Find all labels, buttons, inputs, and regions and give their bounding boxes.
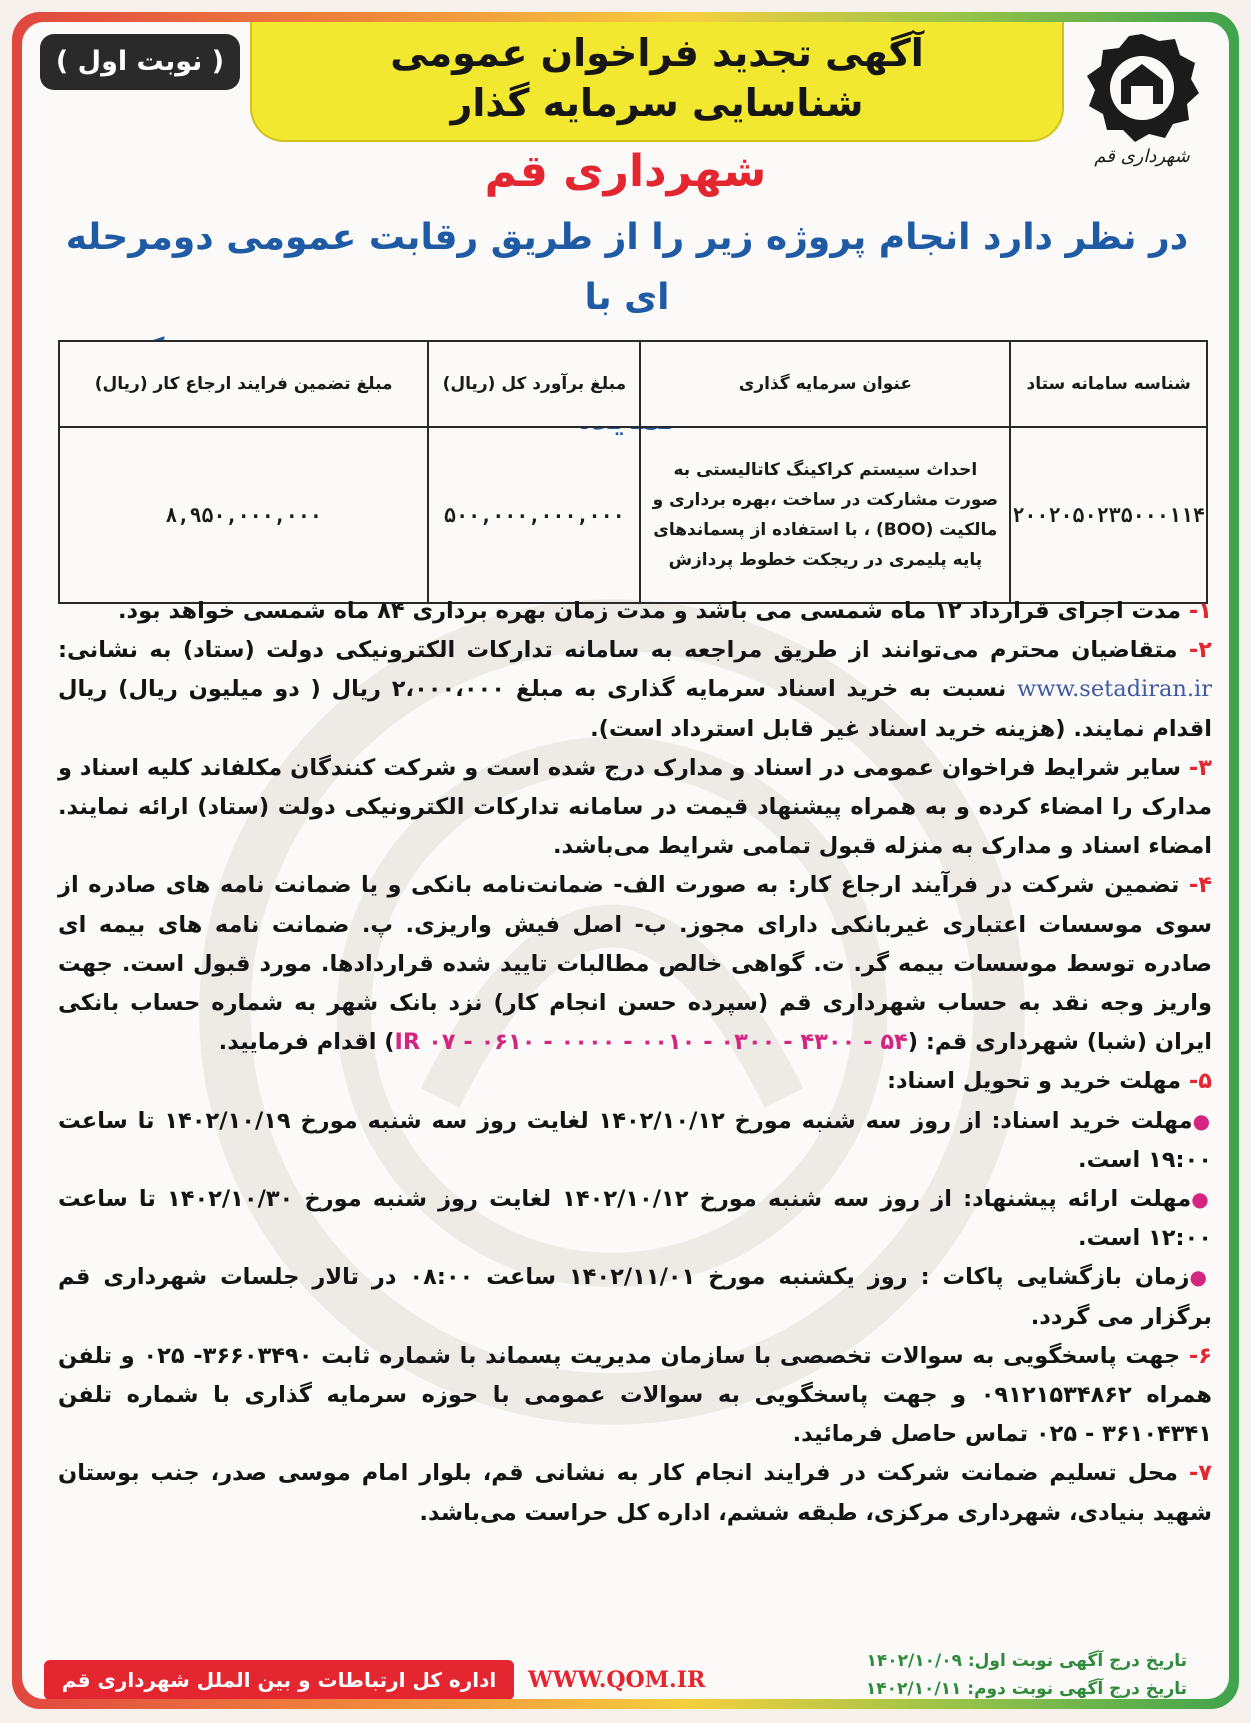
intro-line-1: در نظر دارد انجام پروژه زیر را از طریق رقابت عمومی دومرحله ای با (65, 217, 1189, 318)
item-text: متقاضیان محترم می‌توانند از طریق مراجعه به سامانه تدارکات الکترونیکی دولت (ستاد) به نشانی: (58, 637, 1178, 664)
item-number: ۱- (1188, 598, 1212, 624)
condition-item-1 (58, 592, 1212, 631)
item-text: مهلت خرید و تحویل اسناد: (886, 1068, 1182, 1095)
title-line: مالکیت (BOO) ، با استفاده از پسماندهای (653, 520, 998, 540)
notice-title: آگهی تجدید فراخوان عمومی (390, 31, 924, 75)
logo-caption: شهرداری قم (1094, 146, 1190, 167)
item-number: ۴- (1188, 872, 1212, 899)
item-text-2: ) اقدام فرمایید. (218, 1029, 395, 1056)
item-text: مدت اجرای قرارداد ۱۲ ماه شمسی می باشد و مدت زمان بهره برداری ۸۴ ماه شمسی خواهد بود. (117, 598, 1182, 624)
item-text-2: نسبت به خرید اسناد سرمایه گذاری به مبلغ ۲،۰۰۰،۰۰۰ ریال ( دو میلیون ریال) ریال اقدام نمایند. (هزینه خرید اسناد غیر قابل استرداد است). (58, 676, 1212, 742)
table-row (59, 427, 1207, 603)
condition-item-6 (58, 1337, 1212, 1455)
conditions-list (58, 592, 1212, 1533)
condition-item-3 (58, 749, 1212, 867)
iban-number: ۵۴ - ۴۳۰۰ - ۰۳۰۰ - ۰۰۱۰ - ۰۰۰۰ - ۰۶۱۰ - IR ۰۷ (394, 1029, 908, 1056)
bullet-icon: ● (1192, 1108, 1213, 1133)
date-first-round: تاریخ درج آگهی نوبت اول: ۱۴۰۲/۱۰/۰۹ (866, 1651, 1187, 1671)
bullet-icon: ● (1189, 1265, 1213, 1290)
col-header-guarantee: مبلغ تضمین فرایند ارجاع کار (ریال) (59, 341, 428, 427)
round-badge: ( نوبت اول ) (40, 34, 240, 90)
deadline-purchase: ●مهلت خرید اسناد: از روز سه شنبه مورخ ۱۴۰۲/۱۰/۱۲ لغایت روز سه شنبه مورخ ۱۴۰۲/۱۰/۱۹ تا ساعت ۱۹:۰۰ است. (58, 1107, 1213, 1173)
item-text: تضمین شرکت در فرآیند ارجاع کار: به صورت الف- ضمانت‌نامه بانکی و یا ضمانت نامه های صادره از سوی موسسات اعتباری غیربانکی دارای مجوز. ب- اصل فیش واریزی. پ. ضمانت نامه های بیمه ای صادره توسط موسسات بیمه گر. ت. گواهی خالص مطالبات تایید شده قراردادها. مورد قبول است. جهت واریز وجه نقد به حساب شهرداری قم (سپرده حسن انجام کار) نزد بانک شهر به شماره حساب بانکی ایران (شبا) شهرداری قم: ( (58, 872, 1212, 1056)
item-text: محل تسلیم ضمانت شرکت در فرایند انجام کار به نشانی قم، بلوار امام موسی صدر، جنب بوستان شهید بنیادی، شهرداری مرکزی، طبقه ششم، اداره کل حراست می‌باشد. (58, 1460, 1212, 1526)
col-header-id: شناسه سامانه ستاد (1010, 341, 1207, 427)
item-text: جهت پاسخگویی به سوالات تخصصی با سازمان مدیریت پسماند با شماره ثابت ۳۶۶۰۳۴۹۰- ۰۲۵ و تلفن همراه ۰۹۱۲۱۵۳۴۸۶۲ و جهت پاسخگویی به سوالات عمومی با حوزه سرمایه گذاری با شماره تلفن ۳۶۱۰۴۳۴۱ - ۰۲۵ تماس حاصل فرمائید. (58, 1342, 1212, 1448)
setadiran-link[interactable]: www.setadiran.ir (1017, 676, 1212, 703)
item-number: ۵- (1188, 1068, 1212, 1095)
item-number: ۲- (1188, 637, 1212, 664)
condition-item-4 (58, 866, 1212, 1062)
date-second-round: تاریخ درج آگهی نوبت دوم: ۱۴۰۲/۱۰/۱۱ (865, 1679, 1187, 1699)
deadline-submission: ●مهلت ارائه پیشنهاد: از روز سه شنبه مورخ ۱۴۰۲/۱۰/۱۲ لغایت روز شنبه مورخ ۱۴۰۲/۱۰/۳۰ تا ساعت ۱۲:۰۰ است. (58, 1186, 1212, 1252)
notice-subtitle: شناسایی سرمایه گذار (450, 81, 864, 125)
title-line: احداث سیستم کراکینگ کاتالیستی به (673, 460, 978, 480)
title-line: صورت مشارکت در ساخت ،بهره برداری و (652, 490, 998, 510)
item-text: سایر شرایط فراخوان عمومی در اسناد و مدارک درج شده است و شرکت کنندگان مکلفاند کلیه اسناد و مدارک را امضاء کرده و به همراه پیشنهاد قیمت در سامانه تدارکات الکترونیکی دولت (ستاد) ارائه نمایند. امضاء اسناد و مدارک به منزله قبول تمامی شرایط می‌باشد. (58, 754, 1212, 860)
table-header-row (59, 341, 1207, 427)
condition-item-2 (58, 631, 1212, 749)
item-number: ۷- (1188, 1460, 1212, 1487)
title-line: پایه پلیمری در ریجکت خطوط پردازش (668, 550, 983, 570)
bullet-icon: ● (1191, 1187, 1212, 1212)
cell-id: ۲۰۰۲۰۵۰۲۳۵۰۰۰۱۱۴ (1010, 427, 1207, 603)
department-banner: اداره کل ارتباطات و بین الملل شهرداری قم (44, 1660, 514, 1699)
col-header-estimate: مبلغ برآورد کل (ریال) (428, 341, 640, 427)
item-number: ۶- (1188, 1342, 1212, 1369)
item-number: ۳- (1188, 754, 1212, 781)
condition-item-5 (58, 1062, 1212, 1101)
website-link[interactable]: WWW.QOM.IR (528, 1667, 706, 1693)
opening-time: ●زمان بازگشایی پاکات : روز یکشنبه مورخ ۱۴۰۲/۱۱/۰۱ ساعت ۰۸:۰۰ در تالار جلسات شهرداری قم برگزار می گردد. (58, 1264, 1213, 1330)
col-header-title: عنوان سرمایه گذاری (640, 341, 1010, 427)
project-table (58, 340, 1208, 604)
notice-header (250, 22, 1064, 142)
publication-dates (767, 1647, 1187, 1699)
cell-title (640, 427, 1010, 603)
notice-panel (22, 22, 1229, 1699)
condition-item-7 (58, 1454, 1212, 1532)
organization-title: شهرداری قم (484, 146, 767, 197)
cell-guarantee: ۸,۹۵۰,۰۰۰,۰۰۰ (59, 427, 428, 603)
cell-estimate: ۵۰۰,۰۰۰,۰۰۰,۰۰۰ (428, 427, 640, 603)
